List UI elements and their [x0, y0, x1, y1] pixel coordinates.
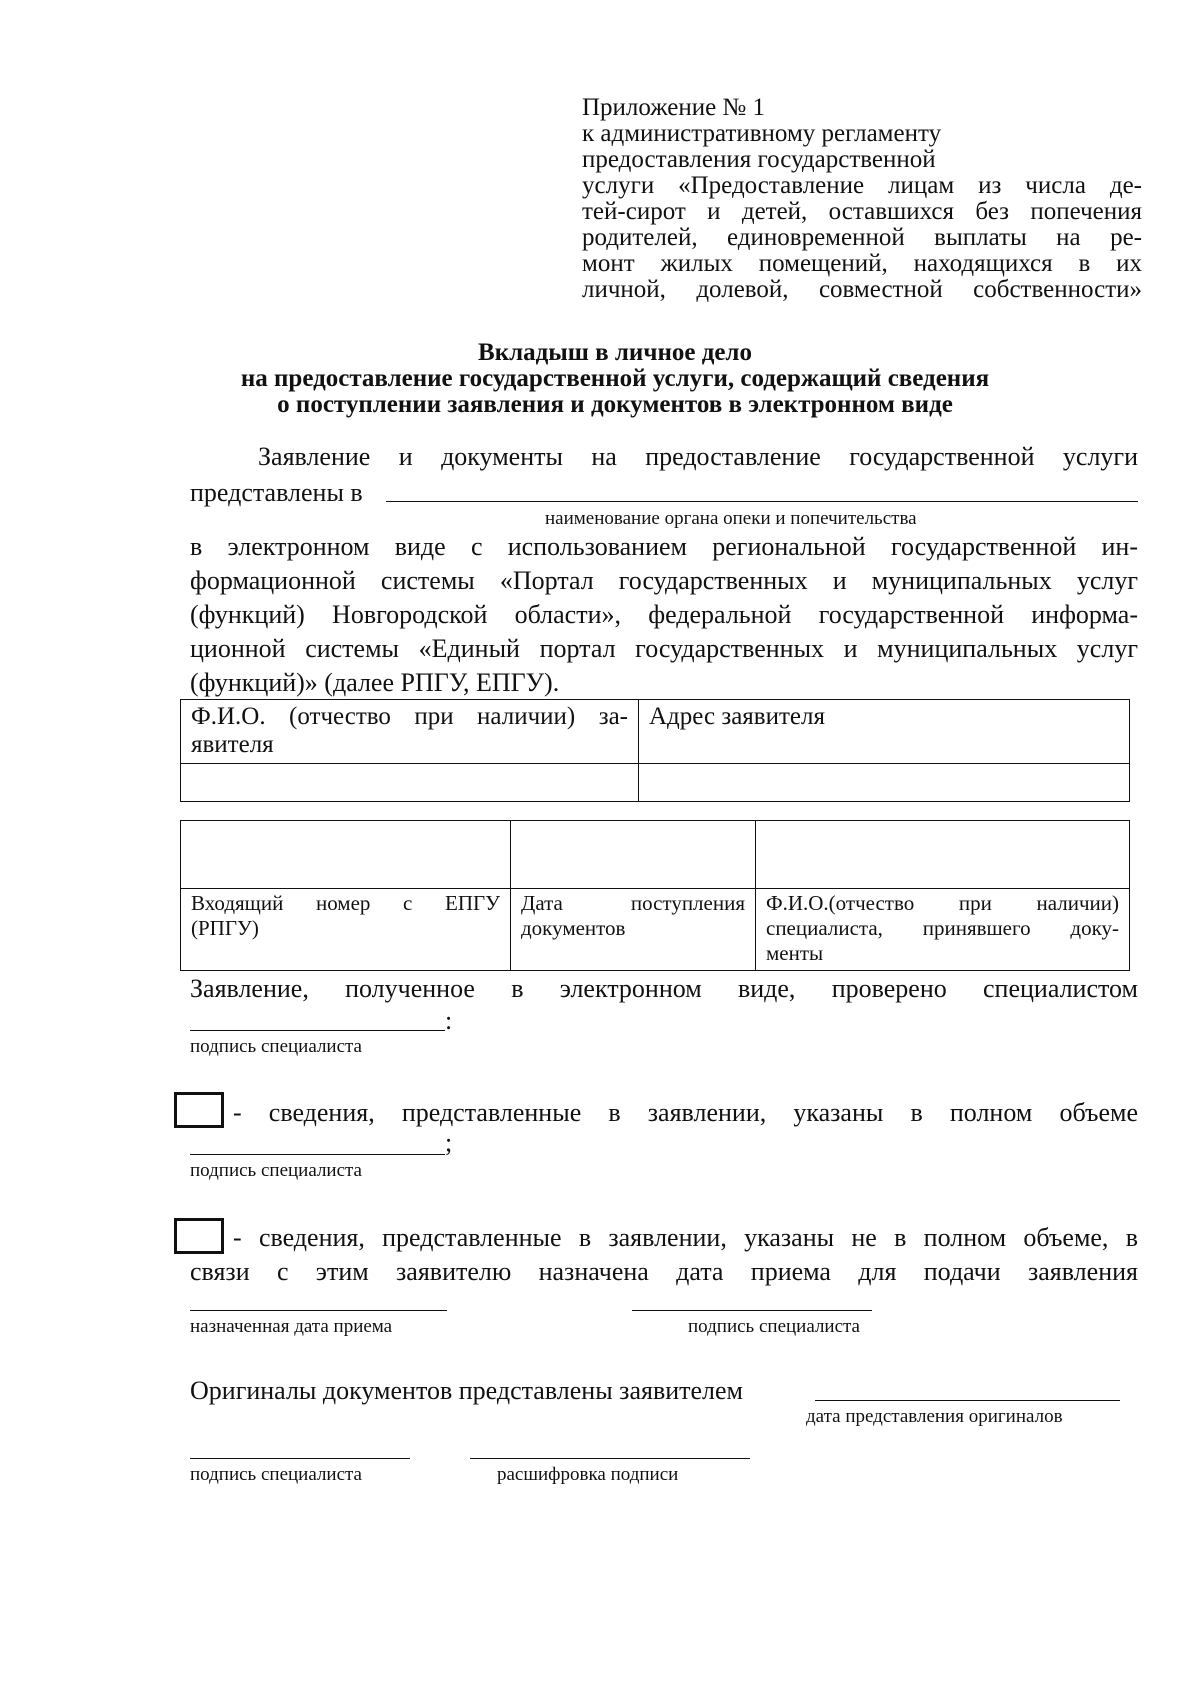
originals-text: Оригиналы документов представлены заявителем — [190, 1376, 744, 1405]
option2-signature-caption: подпись специалиста — [688, 1316, 860, 1337]
option1-signature-line[interactable] — [190, 1154, 445, 1155]
intro-body-line: (функций)» (далее РПГУ, ЕПГУ). — [190, 668, 560, 697]
header-text: (РПГУ) — [191, 916, 259, 940]
applicant-address-header: Адрес заявителя — [639, 700, 1130, 764]
originals-signature-caption: подпись специалиста — [190, 1464, 362, 1485]
signature-decode-caption: расшифровка подписи — [497, 1464, 679, 1485]
applicant-name-header — [181, 700, 639, 764]
header-text: Входящий номер с ЕПГУ — [191, 891, 500, 915]
receipt-date-header — [511, 889, 756, 971]
option2-text: связи с этим заявителю назначена дата приема для подачи заявления — [190, 1257, 1138, 1286]
header-text: менты — [766, 941, 824, 965]
intro-body-line: в электронном виде с использованием региональной государственной ин- — [190, 532, 1138, 561]
originals-date-caption: дата представления оригиналов — [806, 1406, 1063, 1427]
appointment-date-caption: назначенная дата приема — [190, 1316, 393, 1337]
check-signature-caption: подпись специалиста — [190, 1036, 362, 1057]
intro-line: представлены в — [190, 478, 363, 507]
intro-body-line: ционной системы «Единый портал государственных и муниципальных услуг — [190, 634, 1138, 663]
option1-text: - сведения, представленные в заявлении, указаны в полном объеме — [233, 1098, 1138, 1127]
option1-signature-caption: подпись специалиста — [190, 1160, 362, 1181]
header-text: специалиста, принявшего доку- — [766, 916, 1119, 940]
full-info-checkbox[interactable] — [174, 1092, 224, 1128]
appendix-line: к административному регламенту — [582, 120, 942, 147]
header-text: Ф.И.О.(отчество при наличии) — [766, 891, 1119, 915]
incoming-number-header — [181, 889, 511, 971]
check-colon: : — [445, 1006, 453, 1035]
intro-line: Заявление и документы на предоставление государственной услуги — [258, 442, 1138, 471]
organ-caption: наименование органа опеки и попечительства — [545, 508, 917, 529]
signature-decode-line[interactable] — [470, 1458, 750, 1459]
organ-underline[interactable] — [386, 501, 1138, 502]
header-text: Дата поступления — [521, 891, 745, 915]
table-row — [181, 764, 1130, 802]
incoming-number-cell[interactable] — [181, 821, 511, 889]
header-text: документов — [521, 916, 626, 940]
appendix-line: монт жилых помещений, находящихся в их — [582, 250, 1142, 277]
table-header-row — [181, 889, 1130, 971]
appendix-line: предоставления государственной — [582, 146, 936, 173]
option1-semicolon: ; — [445, 1128, 453, 1157]
table-header-row — [181, 700, 1130, 764]
check-statement: Заявление, полученное в электронном виде, проверено специалистом — [190, 974, 1138, 1003]
registration-table — [180, 820, 1130, 971]
appendix-block — [582, 95, 1142, 303]
partial-info-checkbox[interactable] — [174, 1218, 224, 1254]
originals-signature-line[interactable] — [190, 1458, 410, 1459]
intro-body-line: (функций) Новгородской области», федеральной государственной информа- — [190, 600, 1138, 629]
table-row — [181, 821, 1130, 889]
option2-text: - сведения, представленные в заявлении, указаны не в полном объеме, в — [233, 1223, 1138, 1252]
document-title — [190, 340, 1040, 418]
specialist-name-header — [756, 889, 1130, 971]
receipt-date-cell[interactable] — [511, 821, 756, 889]
appendix-line: родителей, единовременной выплаты на ре- — [582, 224, 1142, 251]
originals-date-line[interactable] — [815, 1400, 1120, 1401]
title-line: на предоставление государственной услуги, содержащий сведения — [240, 365, 990, 392]
title-line: Вкладыш в личное дело — [478, 339, 752, 366]
specialist-name-cell[interactable] — [756, 821, 1130, 889]
header-text: явителя — [191, 731, 274, 758]
applicant-name-cell[interactable] — [181, 764, 639, 802]
appendix-number: Приложение № 1 — [582, 94, 766, 121]
appendix-line: услуги «Предоставление лицам из числа де- — [582, 172, 1142, 199]
title-line: о поступлении заявления и документов в электронном виде — [277, 391, 953, 418]
applicant-table — [180, 699, 1130, 802]
appointment-date-line[interactable] — [190, 1310, 447, 1311]
header-text: Ф.И.О. (отчество при наличии) за- — [191, 703, 628, 730]
appendix-line: личной, долевой, совместной собственности» — [582, 276, 1142, 303]
applicant-address-cell[interactable] — [639, 764, 1130, 802]
check-signature-line[interactable] — [190, 1030, 445, 1031]
intro-body-line: формационной системы «Портал государственных и муниципальных услуг — [190, 566, 1138, 595]
option2-signature-line[interactable] — [632, 1310, 872, 1311]
appendix-line: тей-сирот и детей, оставшихся без попечения — [582, 198, 1142, 225]
